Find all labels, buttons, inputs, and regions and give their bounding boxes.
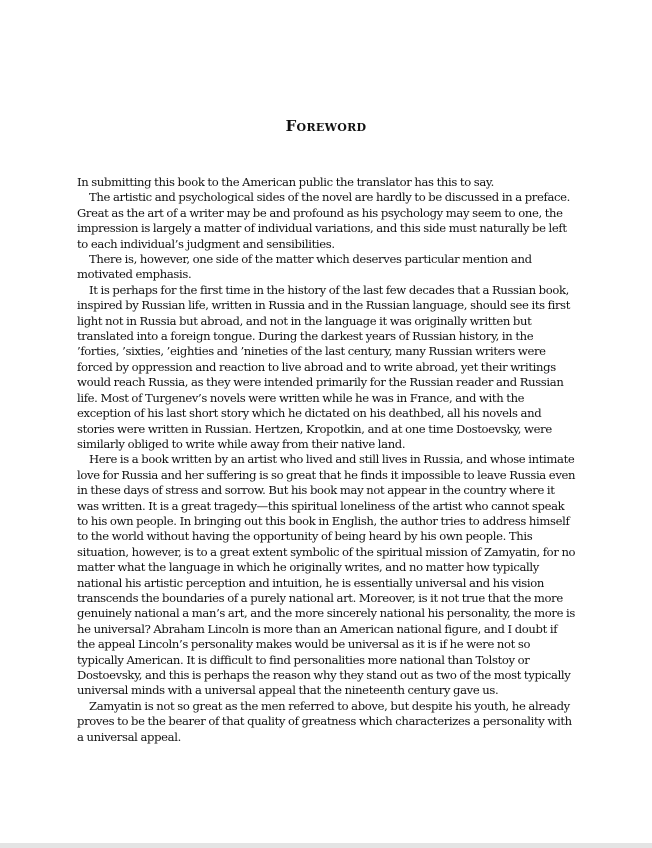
body-text [77,175,577,745]
paragraph: Here is a book written by an artist who lived and still lives in Russia, and whose intimate love for Russia and her suffering is so great that he finds it impossible to leave Russia even in these days of stress and sorrow. But his book may not appear in the country where it was written. It is a great tragedy—this spiritual loneliness of the artist who cannot speak to his own people. In bringing out this book in English, the author tries to address himself to the world without having the opportunity of being heard by his own people. This situation, however, is to a great extent symbolic of the spiritual mission of Zamyatin, for no matter what the language in which he originally writes, and no matter how typically national his artistic perception and intuition, he is essentially universal and his vision transcends the boundaries of a purely national art. Moreover, is it not true that the more genuinely national a man’s art, and the more sincerely national his personality, the more is he universal? Abraham Lincoln is more than an American national figure, and I doubt if the appeal Lincoln’s personality makes would be universal as it is if he were not so typically American. It is difficult to find personalities more national than Tolstoy or Dostoevsky, and this is perhaps the reason why they stand out as two of the most typically universal minds with a universal appeal that the nineteenth century gave us. [77,452,576,698]
paragraph: It is perhaps for the first time in the history of the last few decades that a Russian book, inspired by Russian life, written in Russia and in the Russian language, should see its first light not in Russia but abroad, and not in the language it was originally written but translated into a foreign tongue. During the darkest years of Russian history, in the ’forties, ’sixties, ’eighties and ’nineties of the last century, many Russian writers were forced by oppression and reaction to live abroad and to write abroad, yet their writings would reach Russia, as they were intended primarily for the Russian reader and Russian life. Most of Turgenev’s novels were written while he was in France, and with the exception of his last short story which he dictated on his deathbed, all his novels and stories were written in Russian. Hertzen, Kropotkin, and at one time Dostoevsky, were similarly obliged to write while away from their native land. [77,282,571,451]
paragraph: In submitting this book to the American public the translator has this to say. [77,175,494,189]
page-title: Foreword [285,117,367,135]
paragraph: The artistic and psychological sides of the novel are hardly to be discussed in a preface. Great as the art of a writer may be and profound as his psychology may seem to one, the impression is largely a matter of individual variations, and this side must naturally be left to each individual’s judgment and sensibilities. [77,190,570,251]
paragraph: Zamyatin is not so great as the men referred to above, but despite his youth, he already proves to be the bearer of that quality of greatness which characterizes a personality with a universal appeal. [77,698,572,744]
paragraph: There is, however, one side of the matter which deserves particular mention and motivated emphasis. [77,252,532,282]
